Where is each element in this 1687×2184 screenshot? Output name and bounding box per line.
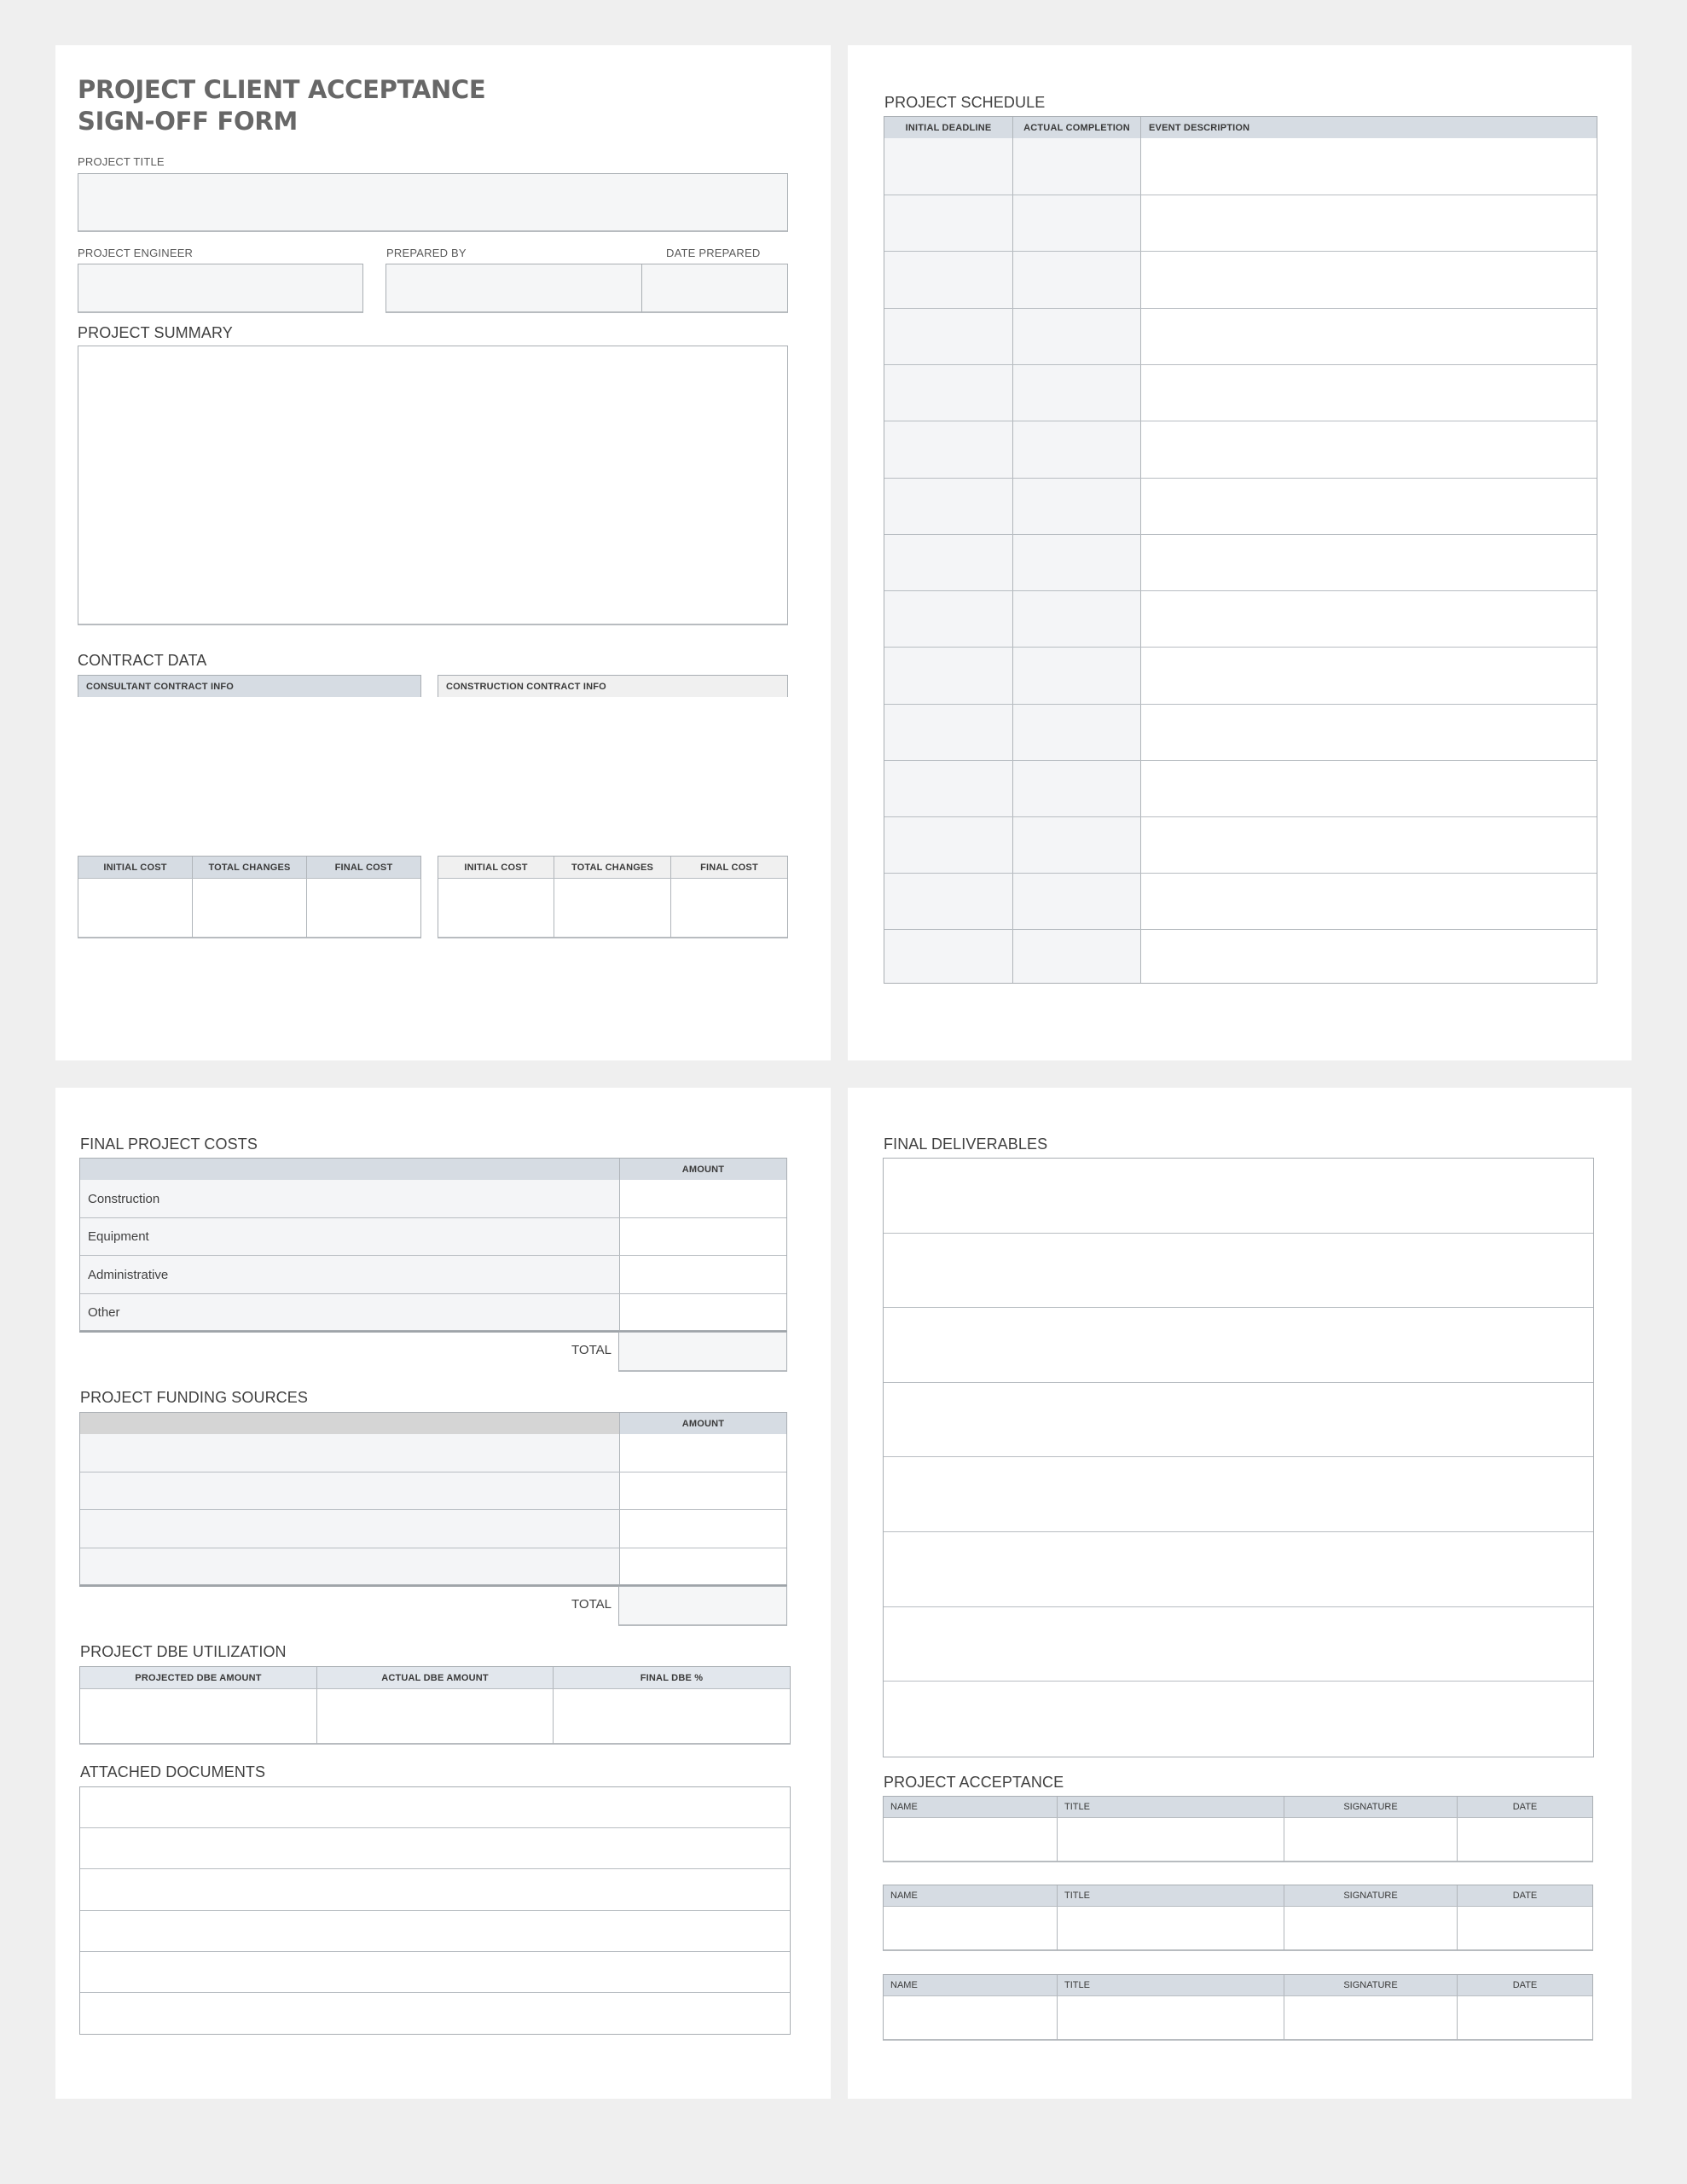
event-description-cell[interactable] xyxy=(1141,421,1597,476)
acceptance-name-header: NAME xyxy=(884,1797,1057,1817)
divider xyxy=(80,1688,790,1689)
event-description-cell[interactable] xyxy=(1141,479,1597,533)
date-prepared-field[interactable] xyxy=(641,264,788,313)
acceptance-signature-header: SIGNATURE xyxy=(1284,1975,1457,1995)
page-4 xyxy=(848,1088,1632,2099)
consultant-contract-info-field[interactable] xyxy=(78,697,421,857)
project-title-field[interactable] xyxy=(78,173,788,232)
acceptance-signature-header: SIGNATURE xyxy=(1284,1885,1457,1906)
project-summary-field[interactable] xyxy=(78,346,788,625)
attached-document-row[interactable] xyxy=(80,1952,790,1993)
deliverable-row[interactable] xyxy=(884,1383,1593,1458)
event-description-cell[interactable] xyxy=(1141,761,1597,816)
deliverable-row[interactable] xyxy=(884,1532,1593,1607)
event-description-cell[interactable] xyxy=(1141,309,1597,363)
amount-cell-construction[interactable] xyxy=(620,1180,786,1217)
acceptance-date-field[interactable] xyxy=(1458,1907,1592,1950)
consultant-final-cost-header: FINAL COST xyxy=(307,857,420,878)
final-costs-total-field[interactable] xyxy=(618,1332,787,1372)
attached-document-row[interactable] xyxy=(80,1911,790,1952)
acceptance-title-header: TITLE xyxy=(1058,1885,1284,1906)
final-costs-header-blank xyxy=(80,1159,619,1180)
consultant-total-changes-header: TOTAL CHANGES xyxy=(193,857,306,878)
deliverable-row[interactable] xyxy=(884,1682,1593,1757)
construction-final-cost-header: FINAL COST xyxy=(671,857,787,878)
event-description-cell[interactable] xyxy=(1141,252,1597,306)
attached-document-row[interactable] xyxy=(80,1787,790,1828)
amount-cell-equipment[interactable] xyxy=(620,1218,786,1255)
construction-total-changes-header: TOTAL CHANGES xyxy=(554,857,670,878)
divider xyxy=(553,1667,554,1744)
attached-document-row[interactable] xyxy=(80,1869,790,1910)
event-description-cell[interactable] xyxy=(1141,591,1597,646)
divider xyxy=(438,878,787,879)
acceptance-signature-header: SIGNATURE xyxy=(1284,1797,1457,1817)
acceptance-name-header: NAME xyxy=(884,1885,1057,1906)
acceptance-signoff-table xyxy=(883,1796,1593,1862)
final-deliverables-table xyxy=(883,1158,1594,1757)
event-description-cell[interactable] xyxy=(1141,930,1597,985)
divider xyxy=(1057,1797,1058,1862)
project-dbe-utilization-label: PROJECT DBE UTILIZATION xyxy=(80,1643,287,1660)
construction-contract-table xyxy=(438,675,788,938)
acceptance-title-header: TITLE xyxy=(1058,1975,1284,1995)
consultant-contract-table xyxy=(78,675,421,938)
actual-completion-column[interactable] xyxy=(1013,138,1140,983)
deliverable-row[interactable] xyxy=(884,1234,1593,1309)
construction-contract-info-field[interactable] xyxy=(438,697,788,857)
event-description-cell[interactable] xyxy=(1141,365,1597,420)
deliverable-row[interactable] xyxy=(884,1308,1593,1383)
consultant-contract-header: CONSULTANT CONTRACT INFO xyxy=(78,676,420,697)
cost-row-administrative: Administrative xyxy=(80,1256,619,1293)
contract-data-label: CONTRACT DATA xyxy=(78,652,207,669)
project-acceptance-label: PROJECT ACCEPTANCE xyxy=(884,1774,1064,1791)
construction-initial-cost-header: INITIAL COST xyxy=(438,857,554,878)
divider xyxy=(884,1906,1592,1907)
project-title-label: PROJECT TITLE xyxy=(78,155,165,168)
acceptance-date-field[interactable] xyxy=(1458,1996,1592,2040)
funding-sources-table xyxy=(79,1412,787,1585)
funding-total-label: TOTAL xyxy=(571,1597,612,1612)
deliverable-row[interactable] xyxy=(884,1159,1593,1234)
event-description-header: EVENT DESCRIPTION xyxy=(1141,117,1597,138)
funding-total-field[interactable] xyxy=(618,1586,787,1626)
attached-document-row[interactable] xyxy=(80,1828,790,1869)
acceptance-date-field[interactable] xyxy=(1458,1818,1592,1862)
acceptance-name-field[interactable] xyxy=(884,1907,1057,1950)
divider xyxy=(1457,1885,1458,1950)
dbe-utilization-table xyxy=(79,1666,791,1745)
event-description-cell[interactable] xyxy=(1141,535,1597,590)
divider xyxy=(884,1817,1592,1818)
final-costs-amount-header: AMOUNT xyxy=(620,1159,786,1180)
funding-source-cell[interactable] xyxy=(80,1434,619,1472)
divider xyxy=(619,1413,620,1584)
page-3 xyxy=(55,1088,831,2099)
funding-source-cell[interactable] xyxy=(80,1472,619,1509)
acceptance-signature-field[interactable] xyxy=(1284,1818,1457,1862)
final-project-costs-label: FINAL PROJECT COSTS xyxy=(80,1136,258,1153)
initial-deadline-header: INITIAL DEADLINE xyxy=(884,117,1012,138)
event-description-cell[interactable] xyxy=(1141,874,1597,928)
funding-source-cell[interactable] xyxy=(80,1548,619,1584)
acceptance-signature-field[interactable] xyxy=(1284,1907,1457,1950)
construction-contract-header: CONSTRUCTION CONTRACT INFO xyxy=(438,676,787,697)
event-description-cell[interactable] xyxy=(1141,817,1597,872)
deliverable-row[interactable] xyxy=(884,1457,1593,1532)
final-deliverables-label: FINAL DELIVERABLES xyxy=(884,1136,1048,1153)
event-description-cell[interactable] xyxy=(1141,705,1597,759)
consultant-initial-cost-header: INITIAL COST xyxy=(78,857,192,878)
projected-dbe-amount-header: PROJECTED DBE AMOUNT xyxy=(80,1667,316,1688)
prepared-by-label: PREPARED BY xyxy=(386,247,467,259)
cost-row-construction: Construction xyxy=(80,1180,619,1217)
cost-row-equipment: Equipment xyxy=(80,1218,619,1255)
divider xyxy=(1457,1975,1458,2040)
initial-deadline-column[interactable] xyxy=(884,138,1012,983)
acceptance-date-header: DATE xyxy=(1458,1885,1592,1906)
form-title-line1: PROJECT CLIENT ACCEPTANCE xyxy=(78,75,486,104)
project-funding-sources-label: PROJECT FUNDING SOURCES xyxy=(80,1389,308,1406)
actual-dbe-amount-header: ACTUAL DBE AMOUNT xyxy=(317,1667,553,1688)
final-costs-total-label: TOTAL xyxy=(571,1343,612,1357)
amount-cell-administrative[interactable] xyxy=(620,1256,786,1293)
attached-documents-label: ATTACHED DOCUMENTS xyxy=(80,1763,266,1780)
funding-amount-header: AMOUNT xyxy=(620,1413,786,1434)
project-schedule-label: PROJECT SCHEDULE xyxy=(884,94,1046,111)
acceptance-date-header: DATE xyxy=(1458,1797,1592,1817)
divider xyxy=(1057,1975,1058,2040)
divider xyxy=(1012,117,1013,983)
project-schedule-table xyxy=(884,116,1597,984)
project-summary-label: PROJECT SUMMARY xyxy=(78,324,233,341)
acceptance-signoff-table xyxy=(883,1974,1593,2041)
acceptance-date-header: DATE xyxy=(1458,1975,1592,1995)
page-2 xyxy=(848,45,1632,1060)
event-description-cell[interactable] xyxy=(1141,648,1597,702)
acceptance-title-field[interactable] xyxy=(1058,1818,1284,1862)
prepared-by-field[interactable] xyxy=(386,264,642,313)
divider xyxy=(316,1667,317,1744)
attached-document-row[interactable] xyxy=(80,1993,790,2034)
final-project-costs-table xyxy=(79,1158,787,1331)
actual-completion-header: ACTUAL COMPLETION xyxy=(1013,117,1140,138)
divider xyxy=(306,857,307,938)
acceptance-title-field[interactable] xyxy=(1058,1907,1284,1950)
divider xyxy=(80,1509,786,1510)
acceptance-signature-field[interactable] xyxy=(1284,1996,1457,2040)
funding-source-cell[interactable] xyxy=(80,1510,619,1548)
page-1 xyxy=(55,45,831,1060)
form-title-line2: SIGN-OFF FORM xyxy=(78,107,298,136)
project-engineer-label: PROJECT ENGINEER xyxy=(78,247,194,259)
acceptance-signoff-table xyxy=(883,1885,1593,1951)
divider xyxy=(670,857,671,938)
date-prepared-label: DATE PREPARED xyxy=(666,247,761,259)
attached-documents-table xyxy=(79,1786,791,2035)
divider xyxy=(884,1995,1592,1996)
acceptance-name-field[interactable] xyxy=(884,1818,1057,1862)
divider xyxy=(192,857,193,938)
acceptance-name-field[interactable] xyxy=(884,1996,1057,2040)
event-description-cell[interactable] xyxy=(1141,139,1597,194)
amount-cell-other[interactable] xyxy=(620,1294,786,1330)
divider xyxy=(1457,1797,1458,1862)
funding-header-blank xyxy=(80,1413,619,1434)
deliverable-row[interactable] xyxy=(884,1607,1593,1682)
acceptance-title-field[interactable] xyxy=(1058,1996,1284,2040)
final-dbe-percent-header: FINAL DBE % xyxy=(554,1667,790,1688)
cost-row-other: Other xyxy=(80,1294,619,1330)
acceptance-name-header: NAME xyxy=(884,1975,1057,1995)
divider xyxy=(78,878,420,879)
project-engineer-field[interactable] xyxy=(78,264,363,313)
divider xyxy=(1057,1885,1058,1950)
acceptance-title-header: TITLE xyxy=(1058,1797,1284,1817)
event-description-cell[interactable] xyxy=(1141,195,1597,250)
